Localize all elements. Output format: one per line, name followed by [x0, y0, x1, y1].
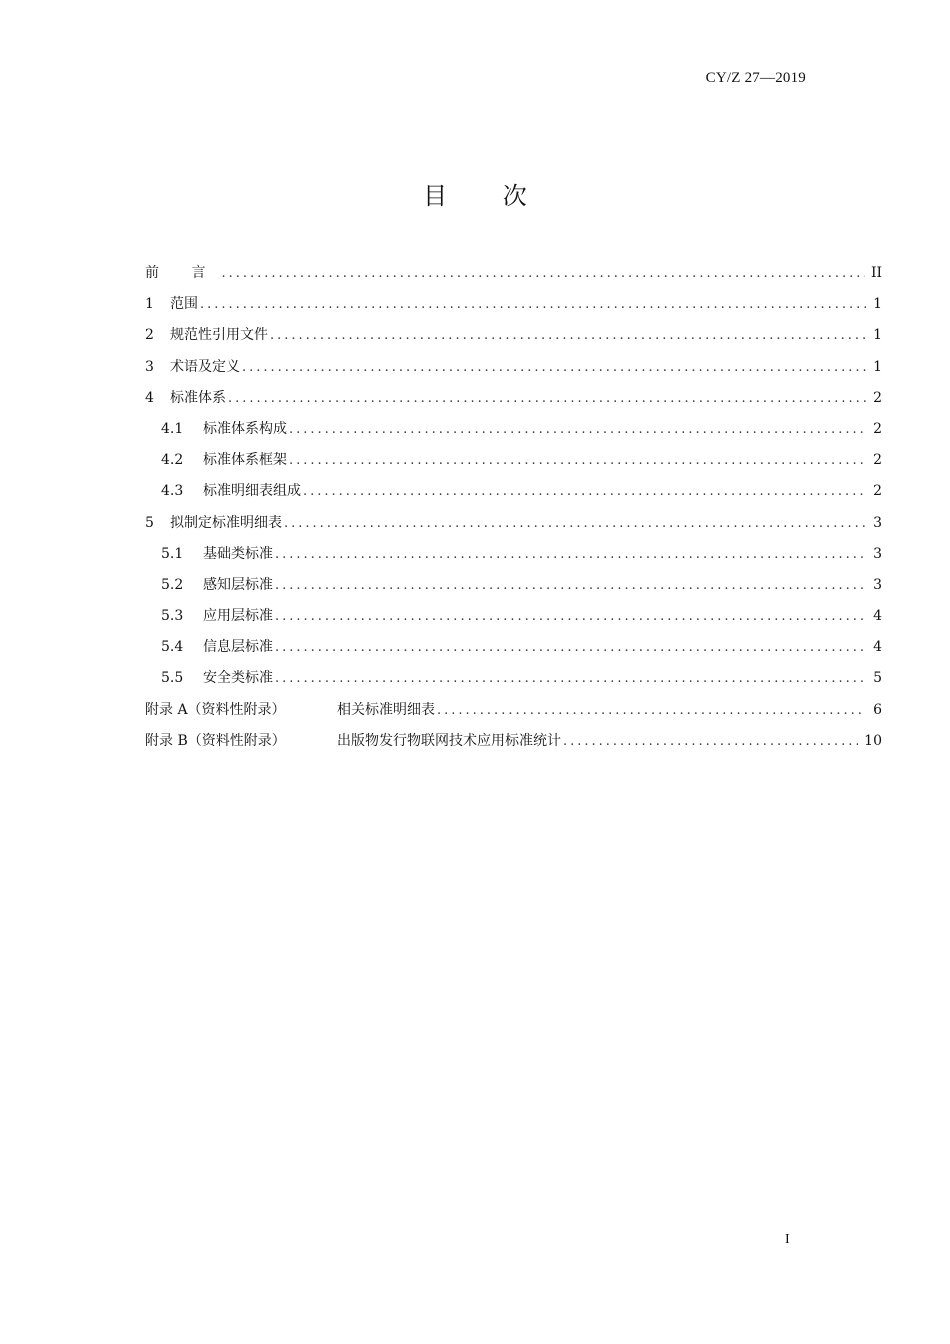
toc-page-number: 3 — [873, 545, 882, 562]
toc-entry[interactable] — [145, 570, 882, 601]
toc-dot-leader — [284, 508, 866, 539]
toc-dot-leader — [289, 445, 866, 476]
toc-page-number: 2 — [873, 483, 882, 500]
toc-section-number: 5.5 — [161, 670, 184, 687]
toc-page-number: 5 — [873, 670, 882, 687]
toc-page-number: 1 — [873, 358, 882, 375]
toc-section-title: 标准体系框架 — [203, 452, 287, 469]
toc-section-number: 4.3 — [161, 483, 184, 500]
toc-entry[interactable] — [145, 476, 882, 507]
toc-page-number: 1 — [873, 296, 882, 313]
toc-section-title: 术语及定义 — [170, 358, 240, 375]
toc-dot-leader — [228, 383, 866, 414]
toc-section-title: 相关标准明细表 — [337, 701, 435, 718]
toc-section-number: 5 — [145, 514, 154, 531]
toc-entry[interactable] — [145, 539, 882, 570]
toc-page-number: 6 — [873, 701, 882, 718]
toc-section-number: 4 — [145, 389, 154, 406]
toc-entry[interactable] — [145, 352, 882, 383]
toc-entry[interactable] — [145, 632, 882, 663]
toc-entry[interactable] — [145, 289, 882, 320]
toc-page-number: 4 — [873, 639, 882, 656]
toc-section-title: 标准体系构成 — [203, 420, 287, 437]
toc-section-number: 1 — [145, 296, 154, 313]
toc-section-title: 信息层标准 — [203, 639, 273, 656]
toc-dot-leader — [275, 663, 866, 694]
toc-dot-leader — [275, 539, 866, 570]
toc-entry[interactable] — [145, 695, 882, 726]
toc-page-number: 2 — [873, 389, 882, 406]
toc-entry[interactable] — [145, 663, 882, 694]
standard-code: CY/Z 27—2019 — [705, 70, 806, 86]
toc-dot-leader — [221, 258, 864, 289]
toc-entry[interactable] — [145, 383, 882, 414]
toc-dot-leader — [242, 352, 866, 383]
table-of-contents — [145, 258, 882, 757]
toc-page-number: 4 — [873, 608, 882, 625]
toc-section-title: 出版物发行物联网技术应用标准统计 — [337, 732, 561, 749]
toc-entry[interactable] — [145, 320, 882, 351]
toc-section-title: 安全类标准 — [203, 670, 273, 687]
toc-section-number: 4.2 — [161, 452, 184, 469]
toc-section-title: 范围 — [170, 296, 198, 313]
toc-dot-leader — [303, 476, 866, 507]
toc-dot-leader — [289, 414, 866, 445]
toc-dot-leader — [200, 289, 866, 320]
toc-section-title: 拟制定标准明细表 — [170, 514, 282, 531]
toc-entry[interactable] — [145, 258, 882, 289]
toc-section-title: 基础类标准 — [203, 545, 273, 562]
toc-dot-leader — [270, 320, 866, 351]
toc-entry[interactable] — [145, 508, 882, 539]
toc-section-number: 3 — [145, 358, 154, 375]
toc-page-number: 2 — [873, 452, 882, 469]
toc-page-number: 3 — [873, 576, 882, 593]
toc-dot-leader — [563, 726, 858, 757]
toc-entry[interactable] — [145, 601, 882, 632]
toc-section-title: 标准明细表组成 — [203, 483, 301, 500]
toc-section-number: 5.1 — [161, 545, 184, 562]
toc-dot-leader — [437, 695, 866, 726]
toc-appendix-label: 附录 B（资料性附录） — [145, 732, 286, 749]
toc-section-title: 规范性引用文件 — [170, 327, 268, 344]
toc-entry[interactable] — [145, 726, 882, 757]
toc-page-number: 10 — [864, 732, 882, 749]
toc-dot-leader — [275, 570, 866, 601]
toc-appendix-label: 附录 A（资料性附录） — [145, 701, 286, 718]
page-title: 目 次 — [423, 182, 551, 210]
toc-section-title: 前 言 — [145, 265, 220, 281]
toc-section-number: 5.3 — [161, 608, 184, 625]
toc-entry[interactable] — [145, 445, 882, 476]
toc-section-title: 标准体系 — [170, 389, 226, 406]
toc-section-title: 应用层标准 — [203, 608, 273, 625]
toc-page-number: 2 — [873, 420, 882, 437]
toc-section-number: 5.2 — [161, 576, 184, 593]
toc-page-number: 1 — [873, 327, 882, 344]
toc-section-title: 感知层标准 — [203, 576, 273, 593]
toc-page-number: II — [870, 265, 882, 281]
toc-section-number: 4.1 — [161, 420, 184, 437]
toc-dot-leader — [275, 632, 866, 663]
toc-page-number: 3 — [873, 514, 882, 531]
toc-dot-leader — [275, 601, 866, 632]
toc-section-number: 5.4 — [161, 639, 184, 656]
toc-section-number: 2 — [145, 327, 154, 344]
page-number: I — [785, 1232, 790, 1247]
toc-entry[interactable] — [145, 414, 882, 445]
